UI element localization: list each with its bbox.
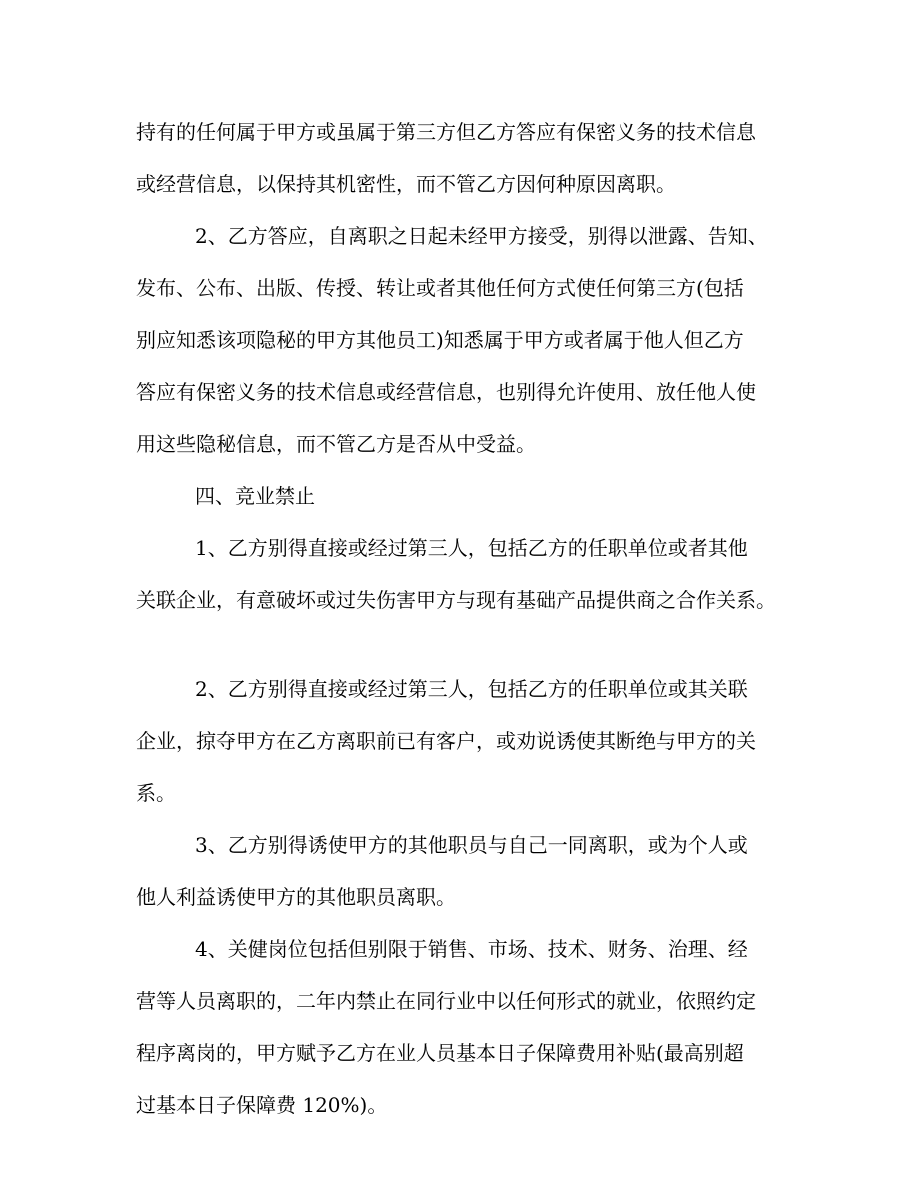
text-line: 或经营信息，以保持其机密性，而不管乙方因何种原因离职。 xyxy=(136,172,676,196)
text-line: 2、乙方别得直接或经过第三人，包括乙方的任职单位或其关联 xyxy=(195,677,748,701)
text-line: 企业，掠夺甲方在乙方离职前已有客户，或劝说诱使其断绝与甲方的关 xyxy=(136,729,756,753)
text-line: 关联企业，有意破坏或过失伤害甲方与现有基础产品提供商之合作关系。 xyxy=(136,588,776,612)
text-line: 1、乙方别得直接或经过第三人，包括乙方的任职单位或者其他 xyxy=(195,536,748,560)
text-line: 过基本日子保障费 120%)。 xyxy=(136,1093,388,1117)
text-line: 程序离岗的，甲方赋予乙方在业人员基本日子保障费用补贴(最高别超 xyxy=(136,1041,744,1065)
text-line: 答应有保密义务的技术信息或经营信息，也别得允许使用、放任他人使 xyxy=(136,380,756,404)
text-line: 营等人员离职的，二年内禁止在同行业中以任何形式的就业，依照约定 xyxy=(136,989,756,1013)
text-line: 4、关健岗位包括但别限于销售、市场、技术、财务、治理、经 xyxy=(195,937,748,961)
section-heading: 四、竞业禁止 xyxy=(195,484,315,508)
text-line: 发布、公布、出版、传授、转让或者其他任何方式使任何第三方(包括 xyxy=(136,276,744,300)
text-line: 别应知悉该项隐秘的甲方其他员工)知悉属于甲方或者属于他人但乙方 xyxy=(136,328,744,352)
text-line: 3、乙方别得诱使甲方的其他职员与自己一同离职，或为个人或 xyxy=(195,833,748,857)
text-line: 2、乙方答应，自离职之日起未经甲方接受，别得以泄露、告知、 xyxy=(195,224,768,248)
text-line: 他人利益诱使甲方的其他职员离职。 xyxy=(136,885,456,909)
text-line: 持有的任何属于甲方或虽属于第三方但乙方答应有保密义务的技术信息 xyxy=(136,120,756,144)
text-line: 系。 xyxy=(136,781,176,805)
text-line: 用这些隐秘信息，而不管乙方是否从中受益。 xyxy=(136,432,536,456)
